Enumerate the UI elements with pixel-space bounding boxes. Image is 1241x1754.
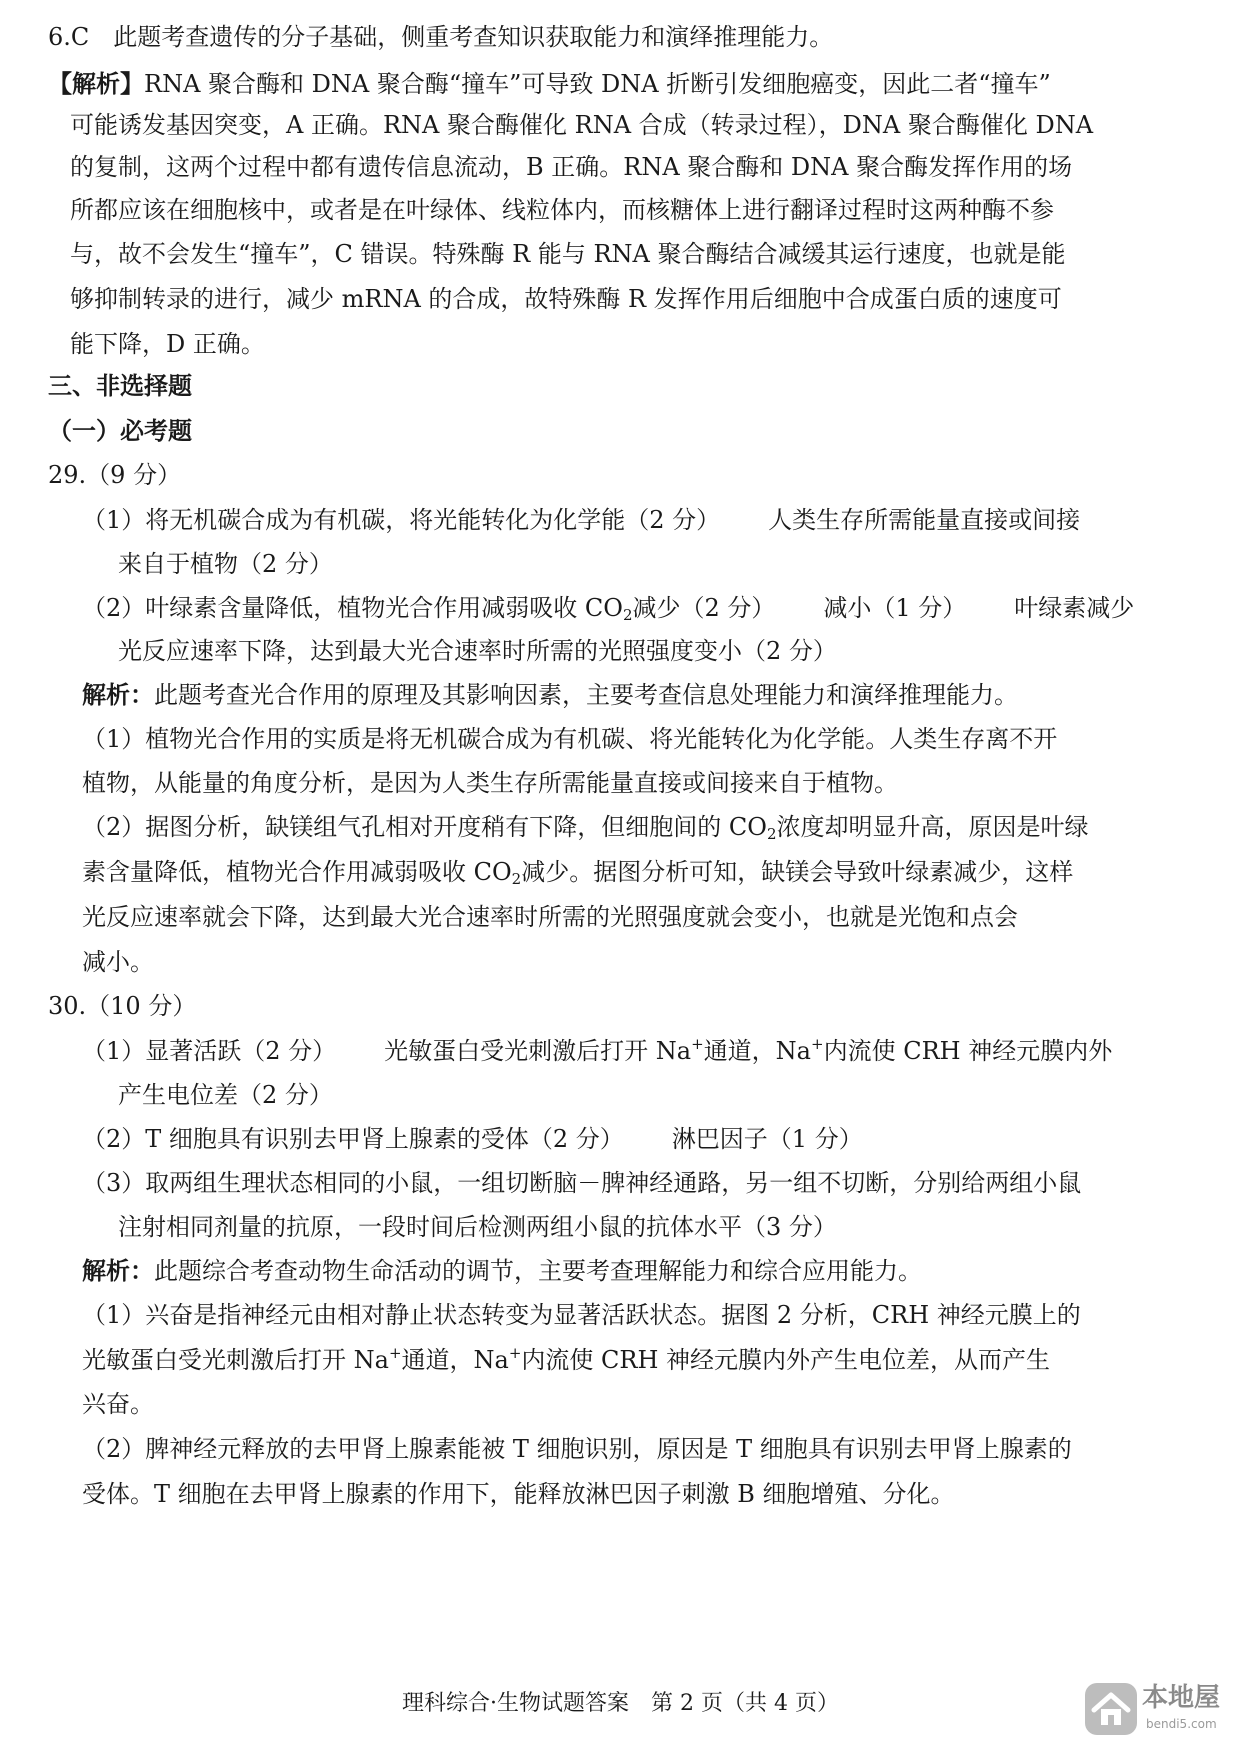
q29-analysis-line: 植物，从能量的角度分析，是因为人类生存所需能量直接或间接来自于植物。 [82, 769, 898, 797]
q30-a1-part: 通道，Na [703, 1037, 811, 1065]
q6-line: RNA 聚合酶和 DNA 聚合酶“撞车”可导致 DNA 折断引发细胞癌变，因此二者“撞车” [144, 70, 1051, 98]
q6-line: 能下降，D 正确。 [70, 330, 265, 358]
analysis-text: 此题综合考查动物生命活动的调节，主要考查理解能力和综合应用能力。 [154, 1257, 922, 1285]
subscript: 2 [622, 606, 633, 624]
analysis-label: 解析： [82, 680, 154, 709]
q30-answer-1 [82, 1034, 1112, 1068]
q6-line: 可能诱发基因突变，A 正确。RNA 聚合酶催化 RNA 合成（转录过程），DNA 聚合酶催化 DNA [70, 111, 1094, 139]
superscript: + [508, 1344, 522, 1362]
superscript: + [691, 1035, 704, 1053]
q30-a1-part: （1）显著活跃（2 分） [82, 1037, 337, 1065]
analysis-text: 浓度却明显升高，原因是叶绿 [776, 813, 1089, 841]
q29-answer-1-cont: 来自于植物（2 分） [118, 550, 333, 578]
q29-analysis-line: 光反应速率就会下降，达到最大光合速率时所需的光照强度就会变小，也就是光饱和点会 [82, 903, 1018, 931]
q30-analysis-line: 受体。T 细胞在去甲肾上腺素的作用下，能释放淋巴因子刺激 B 细胞增殖、分化。 [82, 1480, 955, 1508]
q30-analysis-line: 兴奋。 [82, 1390, 154, 1418]
analysis-text: 减少。据图分析可知，缺镁会导致叶绿素减少，这样 [521, 858, 1074, 886]
analysis-label: 解析： [82, 1256, 154, 1285]
q29-analysis-line: （1）植物光合作用的实质是将无机碳合成为有机碳、将光能转化为化学能。人类生存离不开 [82, 725, 1058, 753]
analysis-text: 光敏蛋白受光刺激后打开 Na [82, 1346, 389, 1374]
watermark-text: 本地屋 [1142, 1683, 1221, 1713]
analysis-text: 通道，Na [401, 1346, 509, 1374]
q30-title: 30.（10 分） [48, 992, 197, 1020]
q6-title: 6.C 此题考查遗传的分子基础，侧重考查知识获取能力和演绎推理能力。 [48, 23, 834, 51]
analysis-text: （2）据图分析，缺镁组气孔相对开度稍有下降，但细胞间的 CO [82, 813, 767, 841]
q30-a2-part: （2）T 细胞具有识别去甲肾上腺素的受体（2 分） [82, 1125, 624, 1153]
page-footer: 理科综合·生物试题答案 第 2 页（共 4 页） [402, 1691, 839, 1716]
analysis-text: 内流使 CRH 神经元膜内外产生电位差，从而产生 [521, 1346, 1051, 1374]
watermark [1082, 1680, 1232, 1742]
subscript: 2 [766, 825, 777, 843]
q29-analysis-line [82, 855, 1073, 889]
q29-analysis-line [82, 810, 1088, 844]
q30-answer-2 [82, 1122, 863, 1156]
superscript: + [811, 1035, 824, 1053]
q29-analysis-intro [82, 678, 1018, 712]
q6-line: 够抑制转录的进行，减少 mRNA 的合成，故特殊酶 R 发挥作用后细胞中合成蛋白质的速度可 [70, 285, 1062, 313]
q30-a1-part: 内流使 CRH 神经元膜内外 [823, 1037, 1113, 1065]
q29-answer-2-cont: 光反应速率下降，达到最大光合速率时所需的光照强度变小（2 分） [118, 637, 837, 665]
analysis-text: 此题考查光合作用的原理及其影响因素，主要考查信息处理能力和演绎推理能力。 [154, 681, 1018, 709]
section-subtitle: （一）必考题 [48, 416, 192, 445]
superscript: + [388, 1344, 402, 1362]
q6-analysis-label: 【解析】 [48, 69, 144, 98]
q30-answer-1-cont: 产生电位差（2 分） [118, 1081, 333, 1109]
watermark-url: bendi5.com [1146, 1717, 1217, 1731]
house-logo-icon [1082, 1680, 1140, 1738]
q29-answer-2 [82, 591, 1134, 625]
q29-analysis-line: 减小。 [82, 948, 154, 976]
subscript: 2 [511, 870, 522, 888]
q6-line: 的复制，这两个过程中都有遗传信息流动，B 正确。RNA 聚合酶和 DNA 聚合酶发挥作用的场 [70, 153, 1073, 181]
q30-analysis-line [82, 1343, 1050, 1377]
q29-a2-part: 减少（2 分） [632, 594, 776, 622]
q30-analysis-intro [82, 1254, 922, 1288]
q29-answer-1 [82, 503, 1080, 537]
q30-a2-part: 淋巴因子（1 分） [671, 1125, 863, 1153]
q6-line: 与，故不会发生“撞车”，C 错误。特殊酶 R 能与 RNA 聚合酶结合减缓其运行速度，也就是能 [70, 240, 1066, 268]
q6-analysis-line-1 [48, 67, 1051, 101]
q29-title: 29.（9 分） [48, 461, 182, 489]
q29-a2-part: 叶绿素减少 [1014, 594, 1135, 622]
q30-a1-part: 光敏蛋白受光刺激后打开 Na [384, 1037, 692, 1065]
q30-answer-3-cont: 注射相同剂量的抗原，一段时间后检测两组小鼠的抗体水平（3 分） [118, 1213, 837, 1241]
q6-line: 所都应该在细胞核中，或者是在叶绿体、线粒体内，而核糖体上进行翻译过程时这两种酶不参 [70, 196, 1054, 224]
q29-a2-part: （2）叶绿素含量降低，植物光合作用减弱吸收 CO [82, 594, 623, 622]
q30-analysis-line: （1）兴奋是指神经元由相对静止状态转变为显著活跃状态。据图 2 分析，CRH 神经元膜上的 [82, 1301, 1081, 1329]
q30-answer-3: （3）取两组生理状态相同的小鼠，一组切断脑－脾神经通路，另一组不切断，分别给两组小鼠 [82, 1169, 1082, 1197]
q29-a1-part: 人类生存所需能量直接或间接 [768, 506, 1081, 534]
section-title: 三、非选择题 [48, 371, 192, 400]
q29-a1-part: （1）将无机碳合成为有机碳，将光能转化为化学能（2 分） [82, 506, 721, 534]
q29-a2-part: 减小（1 分） [823, 594, 967, 622]
analysis-text: 素含量降低，植物光合作用减弱吸收 CO [82, 858, 512, 886]
q30-analysis-line: （2）脾神经元释放的去甲肾上腺素能被 T 细胞识别，原因是 T 细胞具有识别去甲肾上腺素的 [82, 1435, 1072, 1463]
